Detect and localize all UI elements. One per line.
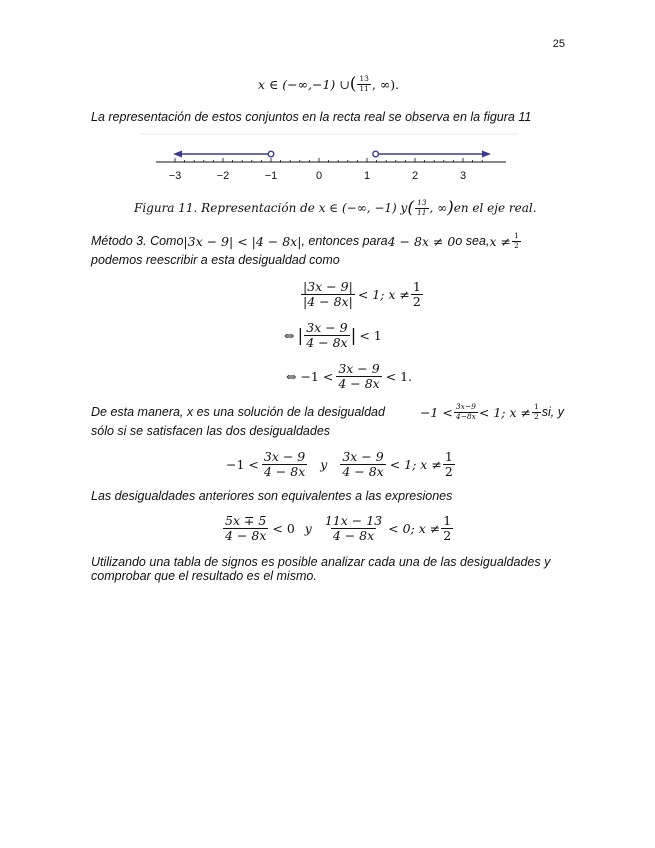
eq5-denominator-1: 4 − 8x bbox=[225, 528, 267, 544]
metodo-math-1: |3x − 9| < |4 − 8x| bbox=[183, 233, 302, 249]
eq2-denominator: 4 − 8x bbox=[306, 335, 348, 351]
tick-label: 3 bbox=[459, 170, 467, 182]
para3-math-mid: < 1; x ≠ bbox=[478, 404, 531, 420]
left-paren: ( bbox=[349, 74, 357, 94]
metodo-fraction-denominator: 2 bbox=[513, 240, 519, 250]
axis-ticks bbox=[175, 158, 482, 162]
paragraph-sign-table-line2: comprobar que el resultado es el mismo. bbox=[91, 569, 317, 583]
paragraph-sign-table-line1: Utilizando una tabla de signos es posible analizar cada una de las desigualdades y bbox=[91, 555, 551, 569]
caption-left-paren: ( bbox=[407, 198, 414, 218]
eq4-numerator-2: 3x − 9 bbox=[342, 449, 384, 464]
eq1-relation: < 1; x ≠ bbox=[357, 287, 410, 303]
eq4-numerator-1: 3x − 9 bbox=[263, 449, 306, 464]
caption-right-paren: ) bbox=[447, 198, 454, 218]
number-line-figure bbox=[140, 132, 520, 184]
equation-5 bbox=[222, 514, 454, 544]
eq5-half-numerator: 1 bbox=[443, 513, 452, 528]
paragraph-representation: La representación de estos conjuntos en la recta real se observa en la figura 11 bbox=[91, 110, 532, 124]
eq4-half-fraction bbox=[443, 450, 455, 480]
tick-label: −3 bbox=[168, 170, 182, 182]
eq3-numerator: 3x − 9 bbox=[338, 361, 380, 376]
metodo-text-b: , entonces para bbox=[301, 234, 388, 249]
metodo-text-c: o sea, bbox=[455, 234, 490, 249]
para3-half-fraction bbox=[532, 403, 541, 421]
eq1-half-fraction bbox=[411, 280, 423, 310]
para3-fraction-denominator: 4−8x bbox=[455, 411, 476, 421]
tick-label: −1 bbox=[264, 170, 278, 182]
equation-1 bbox=[300, 280, 424, 310]
eq5-relation-2: < 0; x ≠ bbox=[388, 521, 441, 537]
eq2-abs-left: | bbox=[297, 325, 304, 346]
eq3-denominator: 4 − 8x bbox=[338, 376, 380, 392]
paragraph-solution-line2: sólo si se satisfacen las dos desigualdades bbox=[91, 424, 331, 438]
right-arrow-head bbox=[482, 151, 491, 158]
paragraph-equivalent: Las desigualdades anteriores son equivalentes a las expresiones bbox=[91, 489, 453, 503]
left-arrow-head bbox=[173, 151, 182, 158]
eq5-numerator-1: 5x ∓ 5 bbox=[225, 513, 267, 528]
eq3-fraction bbox=[336, 362, 381, 392]
para3-half-numerator: 1 bbox=[533, 402, 539, 411]
set-expression bbox=[258, 74, 399, 94]
para3-math-lead: −1 < bbox=[419, 404, 453, 420]
caption-tail-end: en el eje real. bbox=[453, 201, 537, 215]
para3-text-a: De esta manera, x es una solución de la desigualdad bbox=[91, 405, 385, 420]
eq4-relation: < 1; x ≠ bbox=[389, 457, 442, 473]
eq5-denominator-2: 4 − 8x bbox=[332, 528, 375, 544]
eq5-and: y bbox=[304, 521, 312, 537]
eq1-fraction bbox=[301, 280, 355, 310]
axis-tick-labels bbox=[169, 170, 466, 182]
tick-label: 2 bbox=[411, 170, 419, 182]
metodo-math-2: 4 − 8x ≠ 0 bbox=[387, 233, 456, 249]
metodo-text-a: Método 3. Como bbox=[91, 234, 184, 249]
eq4-half-denominator: 2 bbox=[444, 464, 453, 480]
open-point-13-11 bbox=[373, 151, 379, 157]
set-expression-lead: x ∈ (−∞,−1) ∪ bbox=[258, 76, 350, 92]
tick-label: 1 bbox=[363, 170, 371, 182]
eq4-fraction-2 bbox=[340, 450, 385, 480]
caption-fraction-denominator: 11 bbox=[416, 207, 427, 217]
metodo-fraction bbox=[512, 232, 521, 250]
eq2-iff: ⇔ bbox=[284, 328, 295, 344]
tick-label: 0 bbox=[315, 170, 323, 182]
caption-fraction bbox=[415, 199, 429, 217]
eq3-relation: < 1. bbox=[385, 369, 413, 385]
fraction-numerator: 13 bbox=[359, 73, 369, 83]
metodo-3-line1 bbox=[91, 232, 522, 250]
eq2-abs-right: | bbox=[350, 325, 357, 346]
eq5-fraction-1 bbox=[223, 514, 268, 544]
equation-2 bbox=[284, 321, 382, 351]
eq4-half-numerator: 1 bbox=[444, 449, 453, 464]
fraction-denominator: 11 bbox=[359, 83, 369, 93]
para3-text-b: si, y bbox=[541, 405, 564, 420]
figure-caption bbox=[134, 198, 537, 218]
eq1-half-numerator: 1 bbox=[412, 279, 421, 294]
paragraph-solution-line1 bbox=[91, 403, 564, 421]
eq3-lead: ⇔ −1 < bbox=[286, 369, 334, 385]
eq2-numerator: 3x − 9 bbox=[306, 320, 348, 335]
equation-3 bbox=[286, 362, 412, 392]
metodo-fraction-numerator: 1 bbox=[513, 231, 519, 240]
eq5-numerator-2: 11x − 13 bbox=[324, 513, 383, 528]
metodo-math-3: x ≠ bbox=[489, 233, 511, 249]
open-point-minus-one bbox=[268, 151, 274, 157]
eq2-fraction bbox=[304, 321, 349, 351]
caption-lead: Figura 11. Representación de x ∈ (−∞, −1) y bbox=[134, 201, 408, 215]
equation-4 bbox=[226, 450, 456, 480]
eq2-relation: < 1 bbox=[359, 328, 382, 344]
eq4-and: y bbox=[320, 457, 328, 473]
eq4-fraction-1 bbox=[262, 450, 307, 480]
metodo-3-line2: podemos reescribir a esta desigualdad como bbox=[91, 253, 340, 267]
eq4-denominator-2: 4 − 8x bbox=[342, 464, 384, 480]
eq4-lead: −1 < bbox=[226, 457, 259, 473]
para3-fraction-numerator: 3x−9 bbox=[455, 402, 476, 411]
caption-tail-mid: , ∞ bbox=[429, 201, 448, 215]
eq1-half-denominator: 2 bbox=[412, 294, 421, 310]
eq1-numerator: |3x − 9| bbox=[303, 279, 353, 294]
eq5-half-denominator: 2 bbox=[443, 528, 452, 544]
tick-label: −2 bbox=[216, 170, 230, 182]
caption-fraction-numerator: 13 bbox=[416, 197, 427, 207]
eq4-denominator-1: 4 − 8x bbox=[263, 464, 306, 480]
para3-half-denominator: 2 bbox=[533, 411, 539, 421]
eq5-relation-1: < 0 bbox=[272, 521, 295, 537]
para3-fraction bbox=[454, 403, 478, 421]
page-number: 25 bbox=[552, 38, 565, 50]
fraction-13-11 bbox=[357, 75, 371, 93]
set-expression-tail: , ∞). bbox=[371, 76, 400, 92]
eq5-fraction-2 bbox=[323, 514, 384, 544]
eq5-half-fraction bbox=[441, 514, 453, 544]
eq1-denominator: |4 − 8x| bbox=[303, 294, 353, 310]
